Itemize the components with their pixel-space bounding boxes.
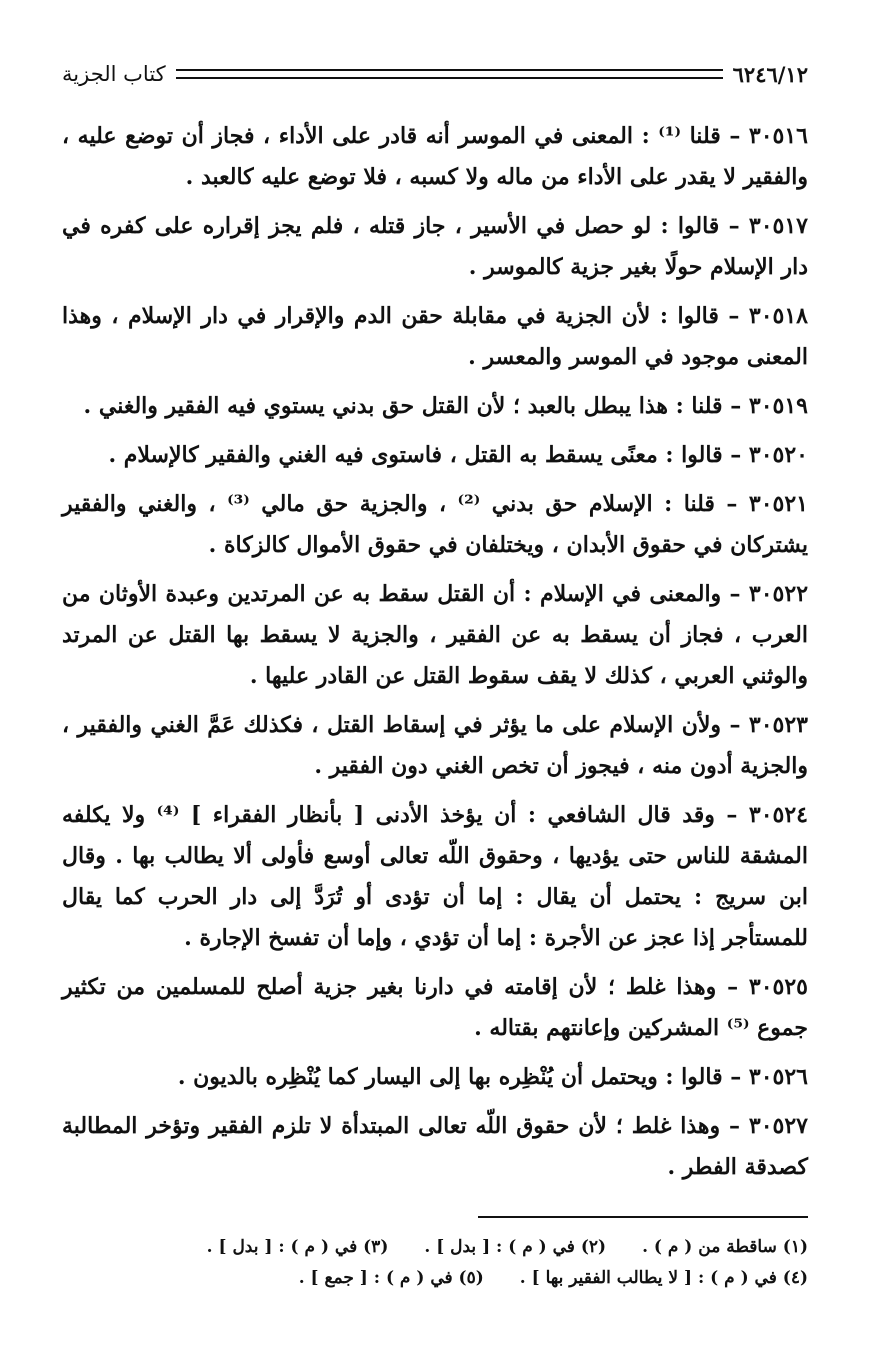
footnote: (٥) في ( م ) : [ جمع ] . (298, 1268, 484, 1288)
paragraph-text: – وقد قال الشافعي : أن يؤخذ الأدنى [ بأنظار الفقراء ] ⁽⁴⁾ ولا يكلفه المشقة للناس حتى يؤديها ، وحقوق اللّه تعالى أوسع فأولى ألا يطالب بها . وقال ابن سريج : يحتمل أن يقال : إما أن تؤدى أو تُرَدَّ إلى دار الحرب كما يقال للمستأجر إذا عجز عن الأجرة : إما أن تؤدي ، وإما أن تفسخ الإجارة . (62, 802, 808, 951)
running-header (62, 58, 808, 90)
paragraph-number: ٣٠٥٢٣ (748, 712, 808, 738)
paragraph-number: ٣٠٥٢٠ (748, 442, 808, 468)
paragraph (62, 967, 808, 1049)
paragraph (62, 484, 808, 566)
book-page (62, 58, 808, 1294)
paragraph (62, 296, 808, 378)
paragraph (62, 206, 808, 288)
paragraph-text: – ولأن الإسلام على ما يؤثر في إسقاط القتل ، فكذلك عَمَّ الغني والفقير ، والجزية أدون منه ، فيجوز أن تخص الغني دون الفقير . (62, 712, 808, 779)
paragraph-number: ٣٠٥٢٦ (748, 1064, 808, 1090)
paragraph-text: – والمعنى في الإسلام : أن القتل سقط به عن المرتدين وعبدة الأوثان من العرب ، فجاز أن يسقط به عن الفقير ، والجزية لا يسقط بها القتل عن المرتد والوثني العربي ، كذلك لا يقف سقوط القتل عن القادر عليها . (62, 581, 808, 689)
paragraph-text: – قالوا : لو حصل في الأسير ، جاز قتله ، فلم يجز إقراره على كفره في دار الإسلام حولًا بغير جزية كالموسر . (62, 213, 808, 280)
paragraph-number: ٣٠٥٢٧ (748, 1113, 808, 1139)
paragraph-text: – قلنا ⁽¹⁾ : المعنى في الموسر أنه قادر على الأداء ، فجاز أن توضع عليه ، والفقير لا يقدر على الأداء من ماله ولا كسبه ، فلا توضع عليه كالعبد . (62, 123, 808, 190)
main-text (62, 116, 808, 1188)
paragraph-number: ٣٠٥٢٤ (748, 802, 808, 828)
paragraph-text: – قلنا : هذا يبطل بالعبد ؛ لأن القتل حق بدني يستوي فيه الفقير والغني . (83, 393, 749, 419)
paragraph (62, 574, 808, 697)
footnote: (٤) في ( م ) : [ لا يطالب الفقير بها ] . (519, 1268, 808, 1288)
paragraph-number: ٣٠٥١٩ (748, 393, 808, 419)
footnote-row (62, 1232, 808, 1263)
paragraph-text: – قالوا : ويحتمل أن يُنْظِره بها إلى اليسار كما يُنْظِره بالديون . (177, 1064, 749, 1090)
paragraph (62, 386, 808, 427)
paragraph-number: ٣٠٥٢٥ (748, 974, 808, 1000)
paragraph-text: – قالوا : معنًى يسقط به القتل ، فاستوى فيه الغني والفقير كالإسلام . (108, 442, 749, 468)
paragraph (62, 795, 808, 959)
footnote: (٢) في ( م ) : [ بدل ] . (424, 1237, 607, 1257)
footnote: (١) ساقطة من ( م ) . (642, 1237, 808, 1257)
paragraph (62, 435, 808, 476)
footnote: (٣) في ( م ) : [ بدل ] . (206, 1237, 389, 1257)
paragraph (62, 705, 808, 787)
footnote-row (62, 1263, 808, 1294)
footnotes (62, 1232, 808, 1294)
paragraph (62, 1057, 808, 1098)
paragraph (62, 1106, 808, 1188)
chapter-title: كتاب الجزية (62, 62, 166, 86)
paragraph-text: – قلنا : الإسلام حق بدني ⁽²⁾ ، والجزية حق مالي ⁽³⁾ ، والغني والفقير يشتركان في حقوق الأبدان ، ويختلفان في حقوق الأموال كالزكاة . (62, 491, 808, 558)
footnote-separator (478, 1216, 808, 1218)
paragraph-text: – وهذا غلط ؛ لأن إقامته في دارنا بغير جزية أصلح للمسلمين من تكثير جموع ⁽⁵⁾ المشركين وإعانتهم بقتاله . (62, 974, 808, 1041)
page-reference: ٦٢٤٦/١٢ (732, 61, 808, 87)
paragraph-number: ٣٠٥١٨ (748, 303, 808, 329)
paragraph (62, 116, 808, 198)
paragraph-text: – وهذا غلط ؛ لأن حقوق اللّه تعالى المبتدأة لا تلزم الفقير وتؤخر المطالبة كصدقة الفطر . (62, 1113, 808, 1180)
paragraph-number: ٣٠٥١٧ (748, 213, 808, 239)
paragraph-text: – قالوا : لأن الجزية في مقابلة حقن الدم والإقرار في دار الإسلام ، وهذا المعنى موجود في الموسر والمعسر . (62, 303, 808, 370)
paragraph-number: ٣٠٥٢١ (748, 491, 808, 517)
header-double-rule (176, 69, 723, 79)
paragraph-number: ٣٠٥٢٢ (748, 581, 809, 607)
paragraph-number: ٣٠٥١٦ (748, 123, 808, 149)
